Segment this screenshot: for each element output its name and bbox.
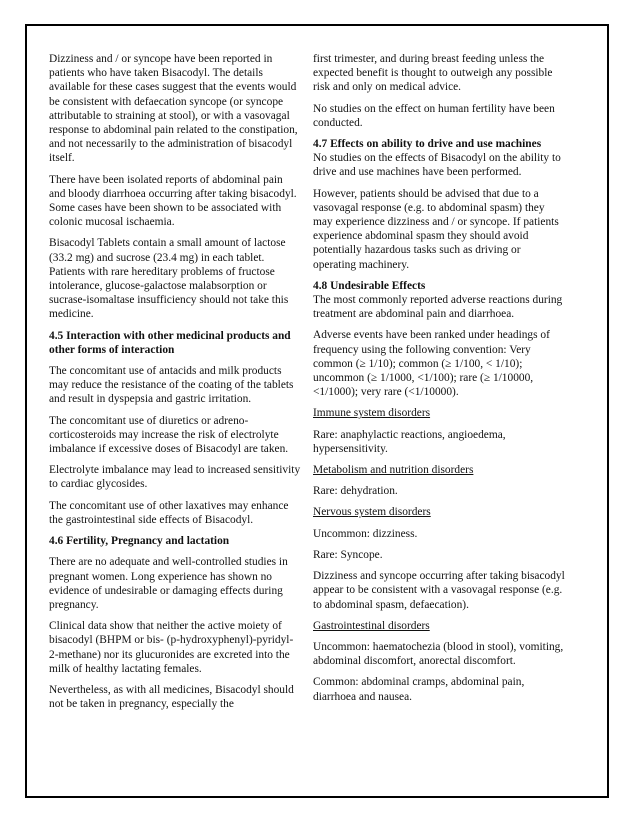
section-4-7 [313,137,565,180]
section-heading-4-6: 4.6 Fertility, Pregnancy and lactation [49,535,230,548]
left-column [49,52,301,718]
paragraph: No studies on the effect on human fertility have been conducted. [313,102,555,129]
paragraph: Dizziness and syncope occurring after taking bisacodyl appear to be consistent with a vasovagal response (e.g. to abdominal spasm, defaecation). [313,570,565,611]
subheading-immune: Immune system disorders [313,407,431,420]
paragraph: The concomitant use of antacids and milk products may reduce the resistance of the coating of the tablets and result in dyspepsia and gastric irritation. [49,365,294,406]
paragraph: However, patients should be advised that due to a vasovagal response (e.g. to abdominal spasm) they may experience dizziness and / or syncope. If patients experience abdominal spasm they should avoid potentially hazardous tasks such as driving or operating machinery. [313,187,559,271]
paragraph: The most commonly reported adverse reactions during treatment are abdominal pain and diarrhoea. [313,294,563,321]
paragraph: first trimester, and during breast feeding unless the expected benefit is thought to outweigh any possible risk and only on medical advice. [313,53,553,94]
paragraph: Uncommon: dizziness. [313,527,418,540]
subheading-gastrointestinal: Gastrointestinal disorders [313,619,430,632]
paragraph: There are no adequate and well-controlled studies in pregnant women. Long experience has shown no evidence of undesirable or damaging effects during pregnancy. [49,556,288,611]
subheading-metabolism: Metabolism and nutrition disorders [313,464,474,477]
section-heading-4-8: 4.8 Undesirable Effects [313,279,426,292]
section-4-8 [313,279,565,322]
paragraph: The concomitant use of diuretics or adreno-corticosteroids may increase the risk of electrolyte imbalance if excessive doses of Bisacodyl are taken. [49,414,289,456]
paragraph: Rare: anaphylactic reactions, angioedema, hypersensitivity. [313,428,506,455]
paragraph: Rare: dehydration. [313,485,398,498]
paragraph: Adverse events have been ranked under headings of frequency using the following convention: Very common (≥ 1/10); common (≥ 1/100, < 1/10); uncommon (≥ 1/1000, <1/100); rare (≥ 1/10000, <1/1000); very rare (<1/10000). [313,329,550,399]
paragraph: Bisacodyl Tablets contain a small amount of lactose (33.2 mg) and sucrose (23.4 mg) in each tablet. Patients with rare hereditary problems of fructose intolerance, glucose-galactose malabsorption or sucrase-isomaltase insufficiency should not take this medicine. [49,237,289,321]
paragraph: Nevertheless, as with all medicines, Bisacodyl should not be taken in pregnancy, especially the [49,683,294,711]
paragraph: Uncommon: haematochezia (blood in stool), vomiting, abdominal discomfort, anorectal discomfort. [313,640,564,668]
section-heading-4-7: 4.7 Effects on ability to drive and use machines [313,138,542,151]
section-heading-4-5: 4.5 Interaction with other medicinal products and other forms of interaction [49,329,291,356]
paragraph: The concomitant use of other laxatives may enhance the gastrointestinal side effects of Bisacodyl. [49,499,289,526]
paragraph: There have been isolated reports of abdominal pain and bloody diarrhoea occurring after taking bisacodyl. Some cases have been shown to be associated with colonic mucosal ischaemia. [49,173,297,229]
paragraph: No studies on the effects of Bisacodyl on the ability to drive and use machines have been performed. [313,152,561,179]
paragraph: Clinical data show that neither the active moiety of bisacodyl (BHPM or bis- (p-hydroxyphenyl)-pyridyl-2-methane) nor its glucuronides are excreted into the milk of healthy lactating females. [49,620,294,675]
paragraph: Dizziness and / or syncope have been reported in patients who have taken Bisacodyl. The details available for these cases suggest that the events would be consistent with defaecation syncope (or syncope attributable to straining at stool), or with a vasovagal response to abdominal pain related to the constipation, and not necessarily to the administration of bisacodyl itself. [49,53,298,165]
right-column [313,52,565,711]
paragraph: Electrolyte imbalance may lead to increased sensitivity to cardiac glycosides. [49,464,301,491]
paragraph: Common: abdominal cramps, abdominal pain, diarrhoea and nausea. [313,676,525,703]
paragraph: Rare: Syncope. [313,548,383,561]
subheading-nervous: Nervous system disorders [313,506,431,519]
